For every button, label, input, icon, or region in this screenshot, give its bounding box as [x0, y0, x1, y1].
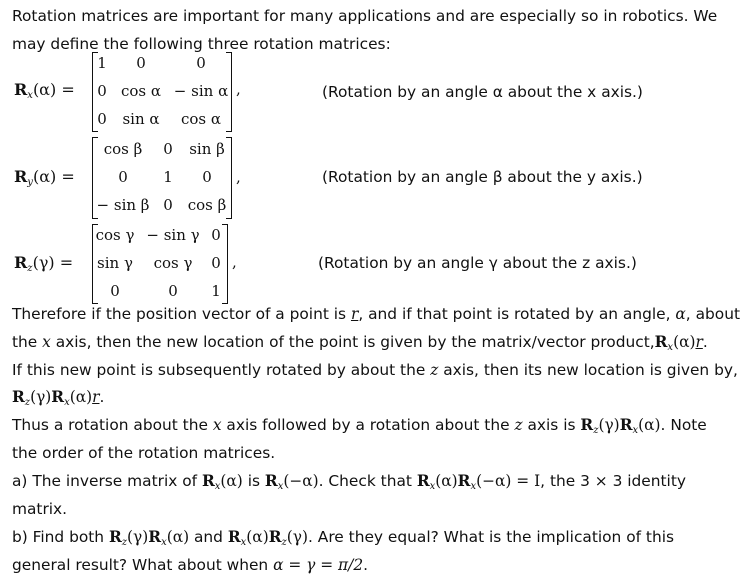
rz-cell-32: 0 [168, 282, 178, 300]
rz-cell-12: − sin γ [146, 226, 200, 244]
ry-cell-21: 0 [118, 168, 128, 186]
rz-cell-23: 0 [211, 254, 221, 272]
rx-cell-32: sin α [122, 110, 160, 128]
question-a-line-2: matrix. [12, 500, 68, 518]
rz-comma: , [232, 253, 237, 271]
rz-cell-13: 0 [211, 226, 221, 244]
body-line-1: Therefore if the position vector of a point is r, and if that point is rotated by an angle, α, about [12, 305, 740, 323]
question-a-line-1: a) The inverse matrix of $R_x(\alpha)$ is $R_x(-\alpha)$. Check that $R_x(\alpha)R_x(-\alpha) = I$, the 3 × 3 identity [12, 472, 686, 492]
rx-cell-21: 0 [97, 82, 107, 100]
ry-cell-22: 1 [163, 168, 173, 186]
rz-caption: (Rotation by an angle γ about the z axis.) [318, 254, 637, 272]
ry-cell-32: 0 [163, 196, 173, 214]
rx-cell-33: cos α [180, 110, 222, 128]
rx-caption: (Rotation by an angle α about the x axis.) [322, 83, 643, 101]
ry-cell-12: 0 [163, 140, 173, 158]
rx-lhs: $R_x(\alpha)$ = [14, 80, 75, 101]
rz-lhs: $R_z(\gamma)$ = [14, 253, 74, 274]
ry-cell-33: cos β [187, 196, 227, 214]
rx-cell-12: 0 [136, 54, 146, 72]
ry-cell-23: 0 [202, 168, 212, 186]
rz-cell-11: cos γ [95, 226, 135, 244]
rx-cell-31: 0 [97, 110, 107, 128]
ry-matrix [92, 137, 232, 219]
rx-matrix [92, 52, 232, 132]
question-b-line-1: b) Find both $R_z(\gamma)R_x(\alpha)$ and $R_x(\alpha)R_z(\gamma)$. Are they equal? What is the implication of this [12, 528, 675, 548]
rx-cell-11: 1 [97, 54, 107, 72]
rz-matrix [92, 224, 228, 304]
rx-comma: , [236, 80, 241, 98]
rz-cell-22: cos γ [153, 254, 193, 272]
intro-line-2: may define the following three rotation matrices: [12, 35, 391, 53]
body-line-6: the order of the rotation matrices. [12, 444, 276, 462]
rz-cell-31: 0 [110, 282, 120, 300]
rx-cell-23: − sin α [173, 82, 229, 100]
ry-comma: , [236, 168, 241, 186]
body-line-2: the x axis, then the new location of the point is given by the matrix/vector $product,R_x(\alpha)r$. [12, 333, 708, 353]
rx-cell-13: 0 [196, 54, 206, 72]
body-line-3: If this new point is subsequently rotated by about the z axis, then its new location is given by, [12, 361, 738, 379]
intro-line-1: Rotation matrices are important for many applications and are especially so in robotics. We [12, 7, 718, 25]
rx-cell-22: cos α [120, 82, 162, 100]
body-line-4: $R_z(\gamma)R_x(\alpha)r$. [12, 388, 105, 408]
ry-cell-13: sin β [189, 140, 225, 158]
rz-cell-21: sin γ [97, 254, 133, 272]
question-b-line-2: general result? What about when α = γ = π/2. [12, 556, 369, 574]
ry-lhs: $R_y(\alpha)$ = [14, 167, 75, 188]
body-line-5: Thus a rotation about the x axis followed by a rotation about the z axis is $R_z(\gamma)R_x(\alpha)$. Note [12, 416, 707, 436]
ry-cell-31: − sin β [96, 196, 150, 214]
rz-cell-33: 1 [211, 282, 221, 300]
ry-caption: (Rotation by an angle β about the y axis.) [322, 168, 643, 186]
ry-cell-11: cos β [103, 140, 143, 158]
